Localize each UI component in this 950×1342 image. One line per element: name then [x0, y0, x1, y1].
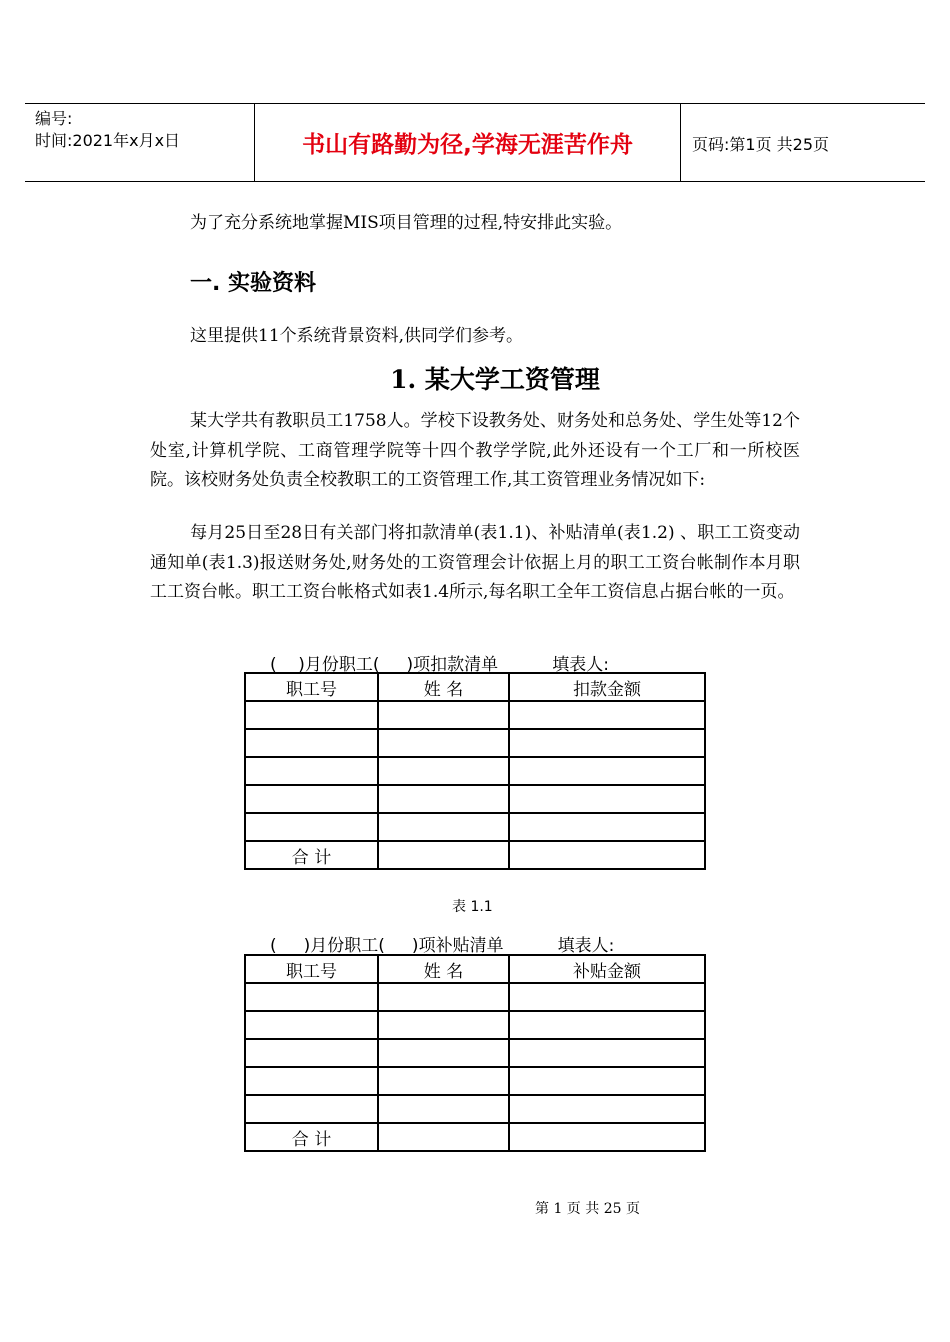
- table-cell[interactable]: [245, 729, 378, 757]
- table-row: [245, 729, 705, 757]
- case-title: 1. 某大学工资管理: [390, 365, 600, 394]
- table-cell[interactable]: [245, 1067, 378, 1095]
- total-row: [245, 841, 705, 869]
- table-cell[interactable]: [378, 701, 509, 729]
- table-header-row: [245, 955, 705, 983]
- table-cell[interactable]: [378, 1067, 509, 1095]
- table-row: [245, 983, 705, 1011]
- total-label: 合 计: [245, 841, 378, 869]
- table-row: [245, 1067, 705, 1095]
- table-cell[interactable]: [509, 841, 705, 869]
- table-cell[interactable]: [509, 729, 705, 757]
- header-meta: [35, 108, 180, 152]
- paragraph-1-text: 某大学共有教职员工1758人。学校下设教务处、财务处和总务处、学生处等12个处室,计算机学院、工商管理学院等十四个教学学院,此外还设有一个工厂和一所校医院。该校财务处负责全校教职工的工资管理工作,其工资管理业务情况如下:: [150, 411, 800, 490]
- table-row: [245, 1011, 705, 1039]
- number-label: 编号:: [35, 109, 73, 128]
- table-cell[interactable]: [378, 813, 509, 841]
- table-cell[interactable]: [509, 757, 705, 785]
- table-cell[interactable]: [509, 1011, 705, 1039]
- section-heading: 一. 实验资料: [190, 271, 317, 296]
- table-cell[interactable]: [245, 1039, 378, 1067]
- table-row: [245, 785, 705, 813]
- intro-paragraph: [150, 209, 800, 239]
- table-row: [245, 1095, 705, 1123]
- deduction-table: [244, 672, 706, 870]
- table-cell[interactable]: [245, 1095, 378, 1123]
- table-cell[interactable]: [378, 785, 509, 813]
- table-cell[interactable]: [245, 983, 378, 1011]
- table-1-title: ( )月份职工( )项扣款清单 填表人:: [270, 655, 609, 675]
- header-page-info: 页码:第1页 共25页: [692, 135, 830, 154]
- total-row: [245, 1123, 705, 1151]
- section-intro: [150, 322, 800, 352]
- table-cell[interactable]: [509, 1039, 705, 1067]
- table-1-caption: 表 1.1: [452, 899, 493, 915]
- table-cell[interactable]: [509, 1123, 705, 1151]
- table-row: [245, 1039, 705, 1067]
- page-footer: 第 1 页 共 25 页: [535, 1201, 640, 1217]
- table-cell[interactable]: [509, 813, 705, 841]
- table-cell[interactable]: [509, 1095, 705, 1123]
- header-bottom-rule: [25, 181, 925, 182]
- table-cell[interactable]: [245, 785, 378, 813]
- table-row: [245, 757, 705, 785]
- table-cell[interactable]: [509, 1067, 705, 1095]
- header-name: 姓 名: [378, 955, 509, 983]
- table-cell[interactable]: [378, 1039, 509, 1067]
- table-cell[interactable]: [245, 757, 378, 785]
- header-employee-id: 职工号: [245, 673, 378, 701]
- table-cell[interactable]: [378, 983, 509, 1011]
- table-cell[interactable]: [378, 1095, 509, 1123]
- header-allowance-amount: 补贴金额: [509, 955, 705, 983]
- table-cell[interactable]: [245, 813, 378, 841]
- header-motto: 书山有路勤为径,学海无涯苦作舟: [302, 131, 633, 158]
- table-cell[interactable]: [378, 1011, 509, 1039]
- table-row: [245, 701, 705, 729]
- table-cell[interactable]: [378, 841, 509, 869]
- table-cell[interactable]: [245, 1011, 378, 1039]
- table-cell[interactable]: [509, 701, 705, 729]
- paragraph-1: [150, 407, 800, 496]
- table-cell[interactable]: [509, 785, 705, 813]
- table-cell[interactable]: [378, 1123, 509, 1151]
- paragraph-2-text: 每月25日至28日有关部门将扣款清单(表1.1)、补贴清单(表1.2) 、职工工资变动通知单(表1.3)报送财务处,财务处的工资管理会计依据上月的职工工资台帐制作本月职工工资台帐。职工工资台帐格式如表1.4所示,每名职工全年工资信息占据台帐的一页。: [150, 523, 800, 602]
- header-name: 姓 名: [378, 673, 509, 701]
- table-cell[interactable]: [378, 757, 509, 785]
- paragraph-2: [150, 519, 800, 608]
- header-employee-id: 职工号: [245, 955, 378, 983]
- table-row: [245, 813, 705, 841]
- section-intro-text: 这里提供11个系统背景资料,供同学们参考。: [190, 326, 524, 346]
- table-cell[interactable]: [245, 701, 378, 729]
- header-divider: [680, 103, 681, 181]
- time-label: 时间:2021年x月x日: [35, 131, 181, 150]
- total-label: 合 计: [245, 1123, 378, 1151]
- table-cell[interactable]: [509, 983, 705, 1011]
- table-header-row: [245, 673, 705, 701]
- table-cell[interactable]: [378, 729, 509, 757]
- table-2-title: ( )月份职工( )项补贴清单 填表人:: [270, 936, 615, 956]
- header-deduction-amount: 扣款金额: [509, 673, 705, 701]
- allowance-table: [244, 954, 706, 1152]
- intro-text: 为了充分系统地掌握MIS项目管理的过程,特安排此实验。: [190, 213, 623, 233]
